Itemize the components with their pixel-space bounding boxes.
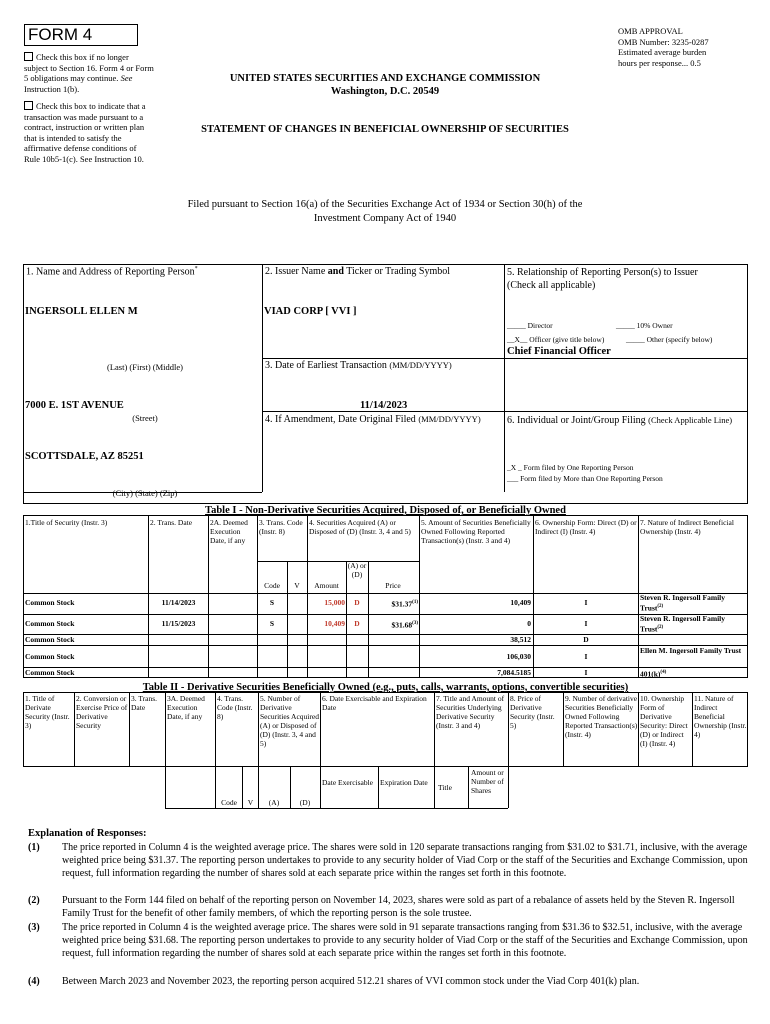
checkbox-icon[interactable] <box>24 52 33 61</box>
filing-more-persons: ___ Form filed by More than One Reporting Person <box>507 474 663 483</box>
relationship-10pct: _____ 10% Owner <box>616 321 673 330</box>
t1-r1-aord: D <box>354 598 360 607</box>
t2-header-exercisable: 6. Date Exercisable and Expiration Date <box>322 694 427 712</box>
t2-sub-code: Code <box>221 798 237 807</box>
agency-location: Washington, D.C. 20549 <box>330 86 440 97</box>
t1-r3-owned: 38,512 <box>510 635 531 644</box>
t1-r1-code: S <box>269 598 275 607</box>
t1-r1-form: I <box>584 598 588 607</box>
street-caption: (Street) <box>132 413 158 423</box>
t1-header-owned: 5. Amount of Securities Beneficially Owned Following Reported Transaction(s) (Instr. 3 and 4) <box>421 518 531 545</box>
t1-r4-nature: Ellen M. Ingersoll Family Trust <box>640 646 742 655</box>
t1-r2-aord: D <box>354 619 360 628</box>
t1-header-acquired: 4. Securities Acquired (A) or Disposed of (D) (Instr. 3, 4 and 5) <box>309 518 411 536</box>
street-address: 7000 E. 1ST AVENUE <box>25 400 124 411</box>
table2-title: Table II - Derivative Securities Beneficially Owned (e.g., puts, calls, warrants, options, convertible securities) <box>142 682 629 693</box>
relationship-other: _____ Other (specify below) <box>626 335 713 344</box>
t2-header-nature: 11. Nature of Indirect Beneficial Ownership (Instr. 4) <box>694 694 747 739</box>
t1-r1-date: 11/14/2023 <box>161 598 196 607</box>
reporting-section <box>23 264 748 504</box>
t2-sub-amount: Amount or Number of Shares <box>471 768 504 795</box>
t2-header-underlying: 7. Title and Amount of Securities Underlying Derivative Security (Instr. 3 and 4) <box>436 694 505 730</box>
checkbox-no-longer-subject[interactable]: Check this box if no longer subject to Section 16. Form 4 or Form 5 obligations may continue. See Instruction 1(b). <box>24 52 154 94</box>
t2-sub-title: Title <box>438 783 452 792</box>
table1-title: Table I - Non-Derivative Securities Acquired, Disposed of, or Beneficially Owned <box>205 505 566 516</box>
checkbox-icon[interactable] <box>24 101 33 110</box>
t1-sub-v: V <box>294 581 300 590</box>
filed-pursuant: Filed pursuant to Section 16(a) of the Securities Exchange Act of 1934 or Section 30(h) of the Investment Company Act of 1940 <box>187 199 583 224</box>
footnote-2: (2) Pursuant to the Form 144 filed on behalf of the reporting person on November 14, 2023, shares were sold as part of a rebalance of assets held by the Steven R. Ingersoll Family Trust for the benefit of other family members, of which the reporting person is the sole trustee. <box>28 895 735 919</box>
city-state-zip: SCOTTSDALE, AZ 85251 <box>25 451 144 462</box>
t2-sub-d: (D) <box>299 798 311 807</box>
t1-r1-owned: 10,409 <box>510 598 531 607</box>
relationship-director: _____ Director <box>507 321 553 330</box>
t2-header-conversion: 2. Conversion or Exercise Price of Derivative Security <box>76 694 128 730</box>
box6-label: 6. Individual or Joint/Group Filing (Check Applicable Line) <box>507 415 733 426</box>
t1-header-deemed: 2A. Deemed Execution Date, if any <box>210 518 248 545</box>
t1-sub-amount: Amount <box>314 581 339 590</box>
t1-r5-nature: $401(k)^{(4)}$ <box>640 669 667 679</box>
t1-sub-code: Code <box>264 581 280 590</box>
t1-r5-form: I <box>584 668 588 677</box>
explanation-heading: Explanation of Responses: <box>28 828 147 839</box>
t2-sub-a: (A) <box>268 798 280 807</box>
checkbox-10b5-1[interactable]: Check this box to indicate that a transaction was made pursuant to a contract, instruction or written plan that is intended to satisfy the affirmative defense conditions of Rule 10b5-1(c). See Instruction 10. <box>24 101 146 164</box>
box5-label: 5. Relationship of Reporting Person(s) to Issuer (Check all applicable) <box>507 267 698 291</box>
relationship-officer: __X__ Officer (give title below) <box>507 335 605 344</box>
t1-r1-price: $31.37$^{(1)}$ <box>391 599 418 609</box>
issuer-name: VIAD CORP [ VVI ] <box>264 306 357 317</box>
filing-one-person: _X _ Form filed by One Reporting Person <box>507 463 634 472</box>
t1-r4-title: Common Stock <box>25 652 75 661</box>
t1-r1-title: Common Stock <box>25 598 75 607</box>
omb-approval: OMB APPROVAL OMB Number: 3235-0287 Estimated average burden hours per response... 0.5 <box>618 26 709 68</box>
footnote-3: (3) The price reported in Column 4 is the weighted average price. The shares were sold in 91 separate transactions ranging from $31.36 to $32.51, inclusive, with the average weighted price being $31.68. The reporting person undertakes to provide to any security holder of Viad Corp or the staff of the Securities and Exchange Commission, upon request, full information regarding the number of shares sold at each separate price within the ranges set forth in this footnote. <box>28 922 748 959</box>
t1-r2-form: I <box>584 619 588 628</box>
t1-r1-amount: 15,000 <box>324 598 345 607</box>
t2-header-price: 8. Price of Derivative Security (Instr. 5) <box>510 694 555 730</box>
officer-title: Chief Financial Officer <box>507 346 611 357</box>
footnote-4: (4) Between March 2023 and November 2023, the reporting person acquired 512.21 shares of VVI common stock under the Viad Corp 401(k) plan. <box>28 976 640 987</box>
box4-label: 4. If Amendment, Date Original Filed (MM/DD/YYYY) <box>265 414 481 425</box>
footnote-1: (1) The price reported in Column 4 is the weighted average price. The shares were sold in 120 separate transactions ranging from $31.02 to $31.71, inclusive, with the average weighted price being $31.37. The reporting person undertakes to provide to any security holder of Viad Corp or the staff of the Securities and Exchange Commission, upon request, full information regarding the number of shares sold at each separate price within the ranges set forth in this footnote. <box>28 842 748 879</box>
statement-title: STATEMENT OF CHANGES IN BENEFICIAL OWNERSHIP OF SECURITIES <box>201 124 569 135</box>
t2-header-form: 10. Ownership Form of Derivative Security: Direct (D) or Indirect (I) (Instr. 4) <box>640 694 688 748</box>
t1-header-nature: 7. Nature of Indirect Beneficial Ownership (Instr. 4) <box>640 518 734 536</box>
t1-r5-title: Common Stock <box>25 668 75 677</box>
box1-label: 1. Name and Address of Reporting Person* <box>26 266 198 278</box>
t1-sub-price: Price <box>385 581 401 590</box>
t1-r3-form: D <box>583 635 589 644</box>
box3-label: 3. Date of Earliest Transaction (MM/DD/YYYY) <box>265 360 452 371</box>
city-caption: (City) (State) (Zip) <box>112 488 178 498</box>
t1-header-code: 3. Trans. Code (Instr. 8) <box>259 518 303 536</box>
t2-header-number: 5. Number of Derivative Securities Acquired (A) or Disposed of (D) (Instr. 3, 4 and 5) <box>260 694 319 748</box>
t1-r2-date: 11/15/2023 <box>161 619 196 628</box>
t2-sub-expiration: Expiration Date <box>380 778 428 787</box>
t1-r4-form: I <box>584 652 588 661</box>
t2-header-owned: 9. Number of derivative Securities Beneficially Owned Following Reported Transaction(s) (Instr. 4) <box>565 694 638 739</box>
t2-header-code: 4. Trans. Code (Instr. 8) <box>217 694 253 721</box>
t1-r1-nature: Steven R. Ingersoll Family Trust$^{(2)}$ <box>640 593 725 613</box>
t1-header-form: 6. Ownership Form: Direct (D) or Indirect (I) (Instr. 4) <box>535 518 637 536</box>
t1-header-date: 2. Trans. Date <box>150 518 193 527</box>
t2-header-date: 3. Trans. Date <box>131 694 158 712</box>
t1-sub-aord: (A) or (D) <box>347 561 367 579</box>
t1-r4-owned: 106,030 <box>506 652 531 661</box>
t2-sub-v: V <box>247 798 254 807</box>
t1-header-title: 1.Title of Security (Instr. 3) <box>25 518 108 527</box>
earliest-transaction-date: 11/14/2023 <box>360 400 408 411</box>
name-fields-caption: (Last) (First) (Middle) <box>106 362 183 372</box>
t1-r3-title: Common Stock <box>25 635 75 644</box>
reporting-person-name: INGERSOLL ELLEN M <box>25 306 138 317</box>
form-title: FORM 4 <box>28 25 93 44</box>
t1-r2-owned: 0 <box>527 619 531 628</box>
t1-r2-amount: 10,409 <box>324 619 345 628</box>
t2-header-title: 1. Title of Derivate Security (Instr. 3) <box>25 694 70 730</box>
box2-label: 2. Issuer Name and Ticker or Trading Symbol <box>265 266 451 277</box>
t2-sub-exercisable: Date Exercisable <box>322 778 374 787</box>
t1-r2-title: Common Stock <box>25 619 75 628</box>
t2-header-deemed: 3A. Deemed Execution Date, if any <box>167 694 205 721</box>
t1-r5-owned: 7,084.5185 <box>497 668 531 677</box>
agency-name: UNITED STATES SECURITIES AND EXCHANGE COMMISSION <box>229 73 541 84</box>
t1-r2-code: S <box>269 619 275 628</box>
t1-r2-nature: Steven R. Ingersoll Family Trust$^{(2)}$ <box>640 614 725 634</box>
t1-r2-price: $31.68$^{(3)}$ <box>391 620 418 630</box>
